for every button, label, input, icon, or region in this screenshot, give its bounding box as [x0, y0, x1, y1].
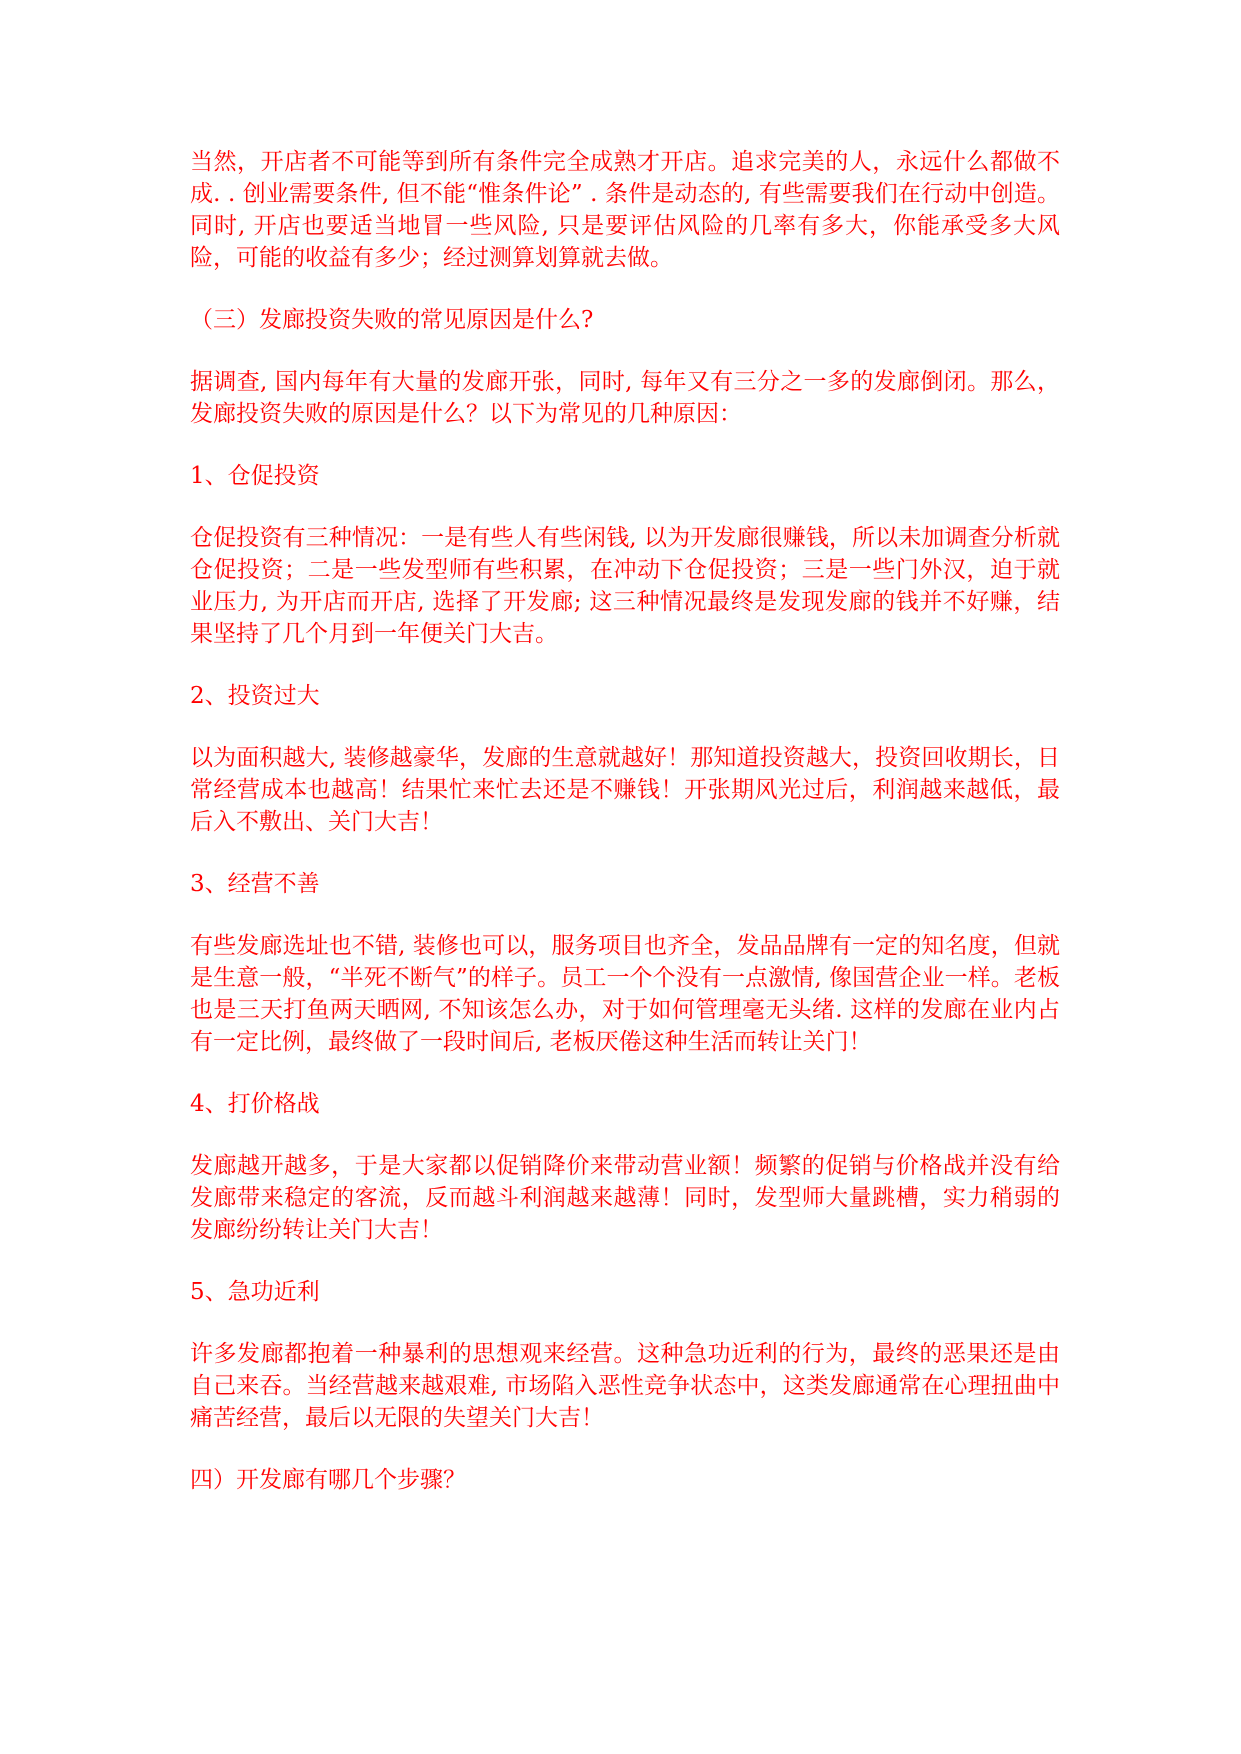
paragraph-survey: 据调查, 国内每年有大量的发廊开张，同时, 每年又有三分之一多的发廊倒闭。那么，发廊投资失败的原因是什么？以下为常见的几种原因：	[190, 369, 1060, 427]
subheading-price-war: 4、打价格战	[190, 1091, 320, 1117]
paragraph-price-war: 发廊越开越多，于是大家都以促销降价来带动营业额！频繁的促销与价格战并没有给发廊带来稳定的客流，反而越斗利润越来越薄！同时，发型师大量跳槽，实力稍弱的发廊纷纷转让关门大吉！	[190, 1153, 1060, 1243]
document-body	[190, 146, 1060, 1526]
subheading-poor-management: 3、经营不善	[190, 871, 320, 897]
subheading-hasty-investment: 1、仓促投资	[190, 463, 320, 489]
paragraph-hasty-investment: 仓促投资有三种情况：一是有些人有些闲钱, 以为开发廊很赚钱，所以未加调查分析就仓促投资；二是一些发型师有些积累，在冲动下仓促投资；三是一些门外汉，迫于就业压力, 为开店而开店, 选择了开发廊; 这三种情况最终是发现发廊的钱并不好赚，结果坚持了几个月到一年便关门大吉。	[190, 525, 1060, 647]
paragraph-over-investment: 以为面积越大, 装修越豪华，发廊的生意就越好！那知道投资越大，投资回收期长，日常经营成本也越高！结果忙来忙去还是不赚钱！开张期风光过后，利润越来越低，最后入不敷出、关门大吉！	[190, 745, 1060, 835]
subheading-quick-profit: 5、急功近利	[190, 1279, 320, 1305]
section-heading-failure-causes: （三）发廊投资失败的常见原因是什么?	[190, 307, 594, 333]
paragraph-poor-management: 有些发廊选址也不错, 装修也可以，服务项目也齐全，发品品牌有一定的知名度，但就是生意一般，“半死不断气”的样子。员工一个个没有一点激情, 像国营企业一样。老板也是三天打鱼两天晒网, 不知该怎么办，对于如何管理毫无头绪. 这样的发廊在业内占有一定比例，最终做了一段时间后, 老板厌倦这种生活而转让关门！	[190, 933, 1060, 1055]
paragraph-opening-conditions: 当然，开店者不可能等到所有条件完全成熟才开店。追求完美的人，永远什么都做不成. . 创业需要条件, 但不能“惟条件论” . 条件是动态的, 有些需要我们在行动中创造。同时, 开店也要适当地冒一些风险, 只是要评估风险的几率有多大，你能承受多大风险，可能的收益有多少；经过测算划算就去做。	[190, 149, 1060, 271]
subheading-over-investment: 2、投资过大	[190, 683, 320, 709]
section-heading-steps: 四）开发廊有哪几个步骤？	[190, 1467, 466, 1493]
paragraph-quick-profit: 许多发廊都抱着一种暴利的思想观来经营。这种急功近利的行为，最终的恶果还是由自己来吞。当经营越来越艰难, 市场陷入恶性竞争状态中，这类发廊通常在心理扭曲中痛苦经营，最后以无限的失望关门大吉！	[190, 1341, 1060, 1431]
